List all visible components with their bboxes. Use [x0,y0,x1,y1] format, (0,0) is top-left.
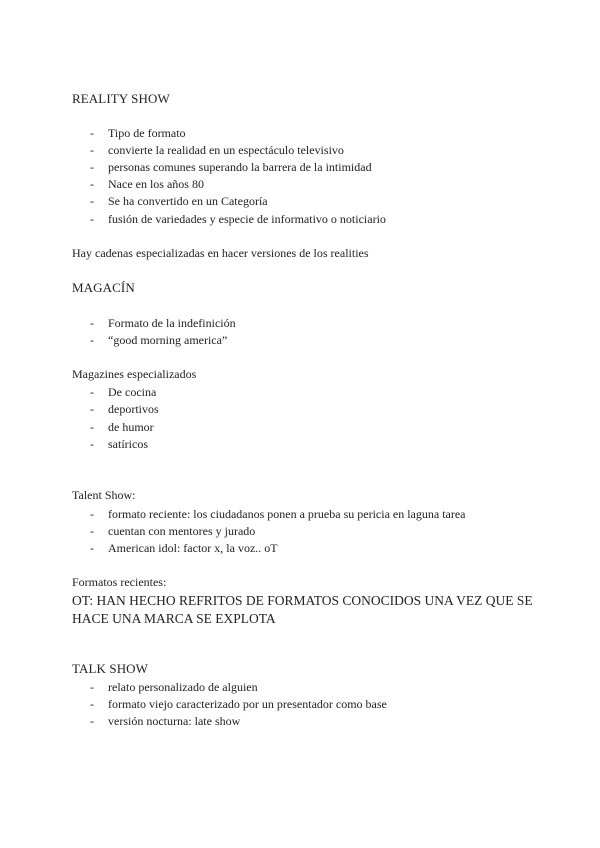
list-item: - Se ha convertido en un Categoría [90,194,268,208]
bullet-dash: - [90,316,94,330]
bullet-dash: - [90,680,94,694]
list-item: - formato viejo caracterizado por un presentador como base [90,697,387,711]
magazines-subheading: Magazines especializados [72,367,197,381]
bullet-dash: - [90,507,94,521]
bullet-dash: - [90,402,94,416]
list-item: - Tipo de formato [90,126,186,140]
magazin-heading: MAGACÍN [72,280,135,295]
bullet-dash: - [90,524,94,538]
formatos-recientes-heading: Formatos recientes: [72,575,167,589]
bullet-dash: - [90,420,94,434]
bullet-dash: - [90,437,94,451]
bullet-dash: - [90,160,94,174]
list-item: - “good morning america” [90,333,228,347]
bullet-dash: - [90,212,94,226]
list-item: - cuentan con mentores y jurado [90,524,256,538]
list-item: - American idol: factor x, la voz.. oT [90,541,278,555]
list-item: - Nace en los años 80 [90,177,204,191]
formatos-statement: OT: HAN HECHO REFRITOS DE FORMATOS CONOCIDOS UNA VEZ QUE SE HACE UNA MARCA SE EXPLOTA [72,593,533,626]
talent-show-heading: Talent Show: [72,488,136,502]
list-item: - personas comunes superando la barrera de la intimidad [90,160,372,174]
list-item: - versión nocturna: late show [90,714,241,728]
bullet-dash: - [90,194,94,208]
list-item: - De cocina [90,385,157,399]
bullet-dash: - [90,697,94,711]
bullet-dash: - [90,714,94,728]
list-item: - Formato de la indefinición [90,316,236,330]
talk-show-heading: TALK SHOW [72,661,149,676]
list-item: - convierte la realidad en un espectáculo televisivo [90,143,344,157]
reality-show-heading: REALITY SHOW [72,91,170,106]
bullet-dash: - [90,143,94,157]
list-item: - fusión de variedades y especie de informativo o noticiario [90,212,386,226]
bullet-dash: - [90,385,94,399]
list-item: - formato reciente: los ciudadanos ponen a prueba su pericia en laguna tarea [90,507,466,521]
bullet-dash: - [90,126,94,140]
list-item: - de humor [90,420,154,434]
list-item: - satíricos [90,437,148,451]
list-item: - deportivos [90,402,159,416]
bullet-dash: - [90,333,94,347]
bullet-dash: - [90,177,94,191]
bullet-dash: - [90,541,94,555]
list-item: - relato personalizado de alguien [90,680,258,694]
reality-note: Hay cadenas especializadas en hacer versiones de los realities [72,246,369,260]
